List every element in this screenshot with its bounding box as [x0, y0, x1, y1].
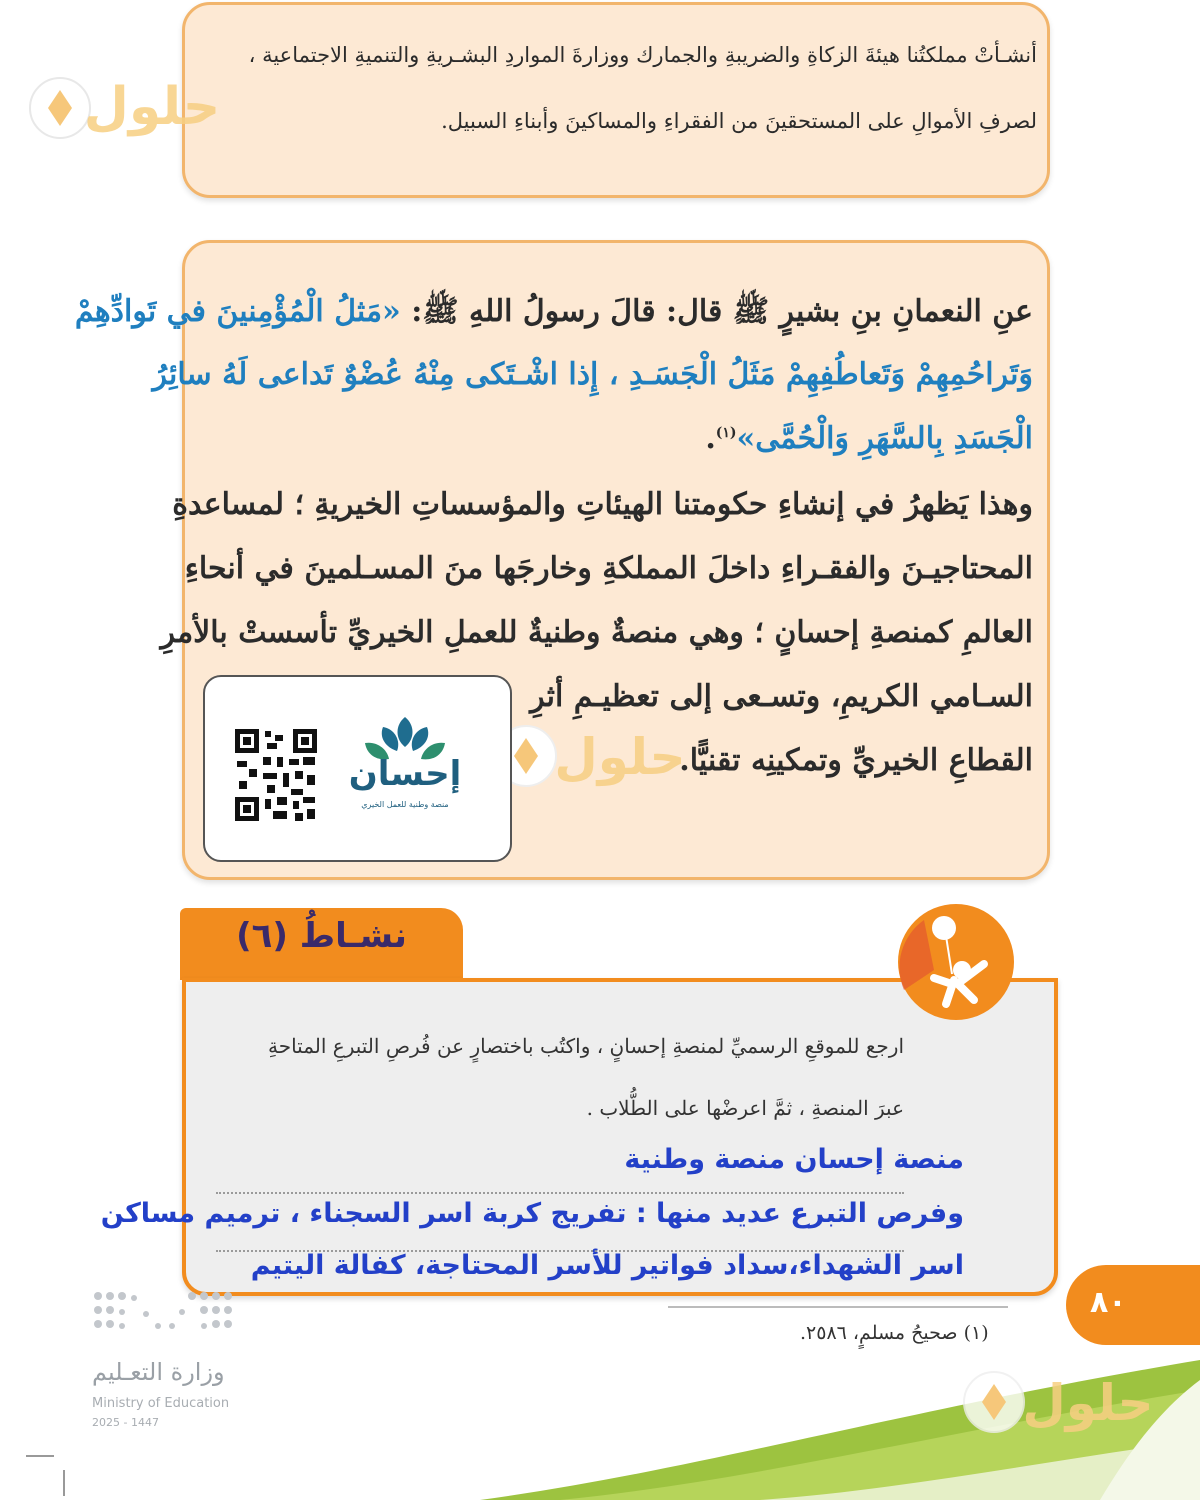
watermark-text: حلول — [554, 728, 686, 786]
hadith-line-1: عنِ النعمانِ بنِ بشيرٍ ﷺ قال: قالَ رسولُ اللهِ ﷺ: «مَثلُ الْمُؤْمِنينَ في تَوادِّهِمْ — [74, 294, 1033, 329]
page-number: ٨٠ — [1090, 1285, 1127, 1320]
qr-code-icon[interactable] — [205, 677, 510, 860]
activity-question-line-2: عبرَ المنصةِ ، ثمَّ اعرضْها على الطُّلاب . — [586, 1096, 904, 1120]
zakat-text-line-2: لصرفِ الأموالِ على المستحقينَ من الفقراءِ والمساكينَ وأبناءِ السبيل. — [441, 109, 1037, 133]
activity-question-line-1: ارجع للموقعِ الرسميِّ لمنصةِ إحسانٍ ، واكتُب باختصارٍ عن فُرصِ التبرعِ المتاحةِ — [267, 1034, 904, 1058]
ehsan-card — [203, 675, 512, 862]
answer-line-2: وفرص التبرع عديد منها : تفريج كربة اسر السجناء ، ترميم مساكن — [100, 1198, 964, 1229]
watermark-text: حلول — [1022, 1374, 1154, 1432]
ministry-name-ar: وزارة التعـليم — [92, 1358, 225, 1386]
ministry-name-en: Ministry of Education — [92, 1396, 230, 1411]
zakat-text-line-1: أنشـأتْ مملكتُنا هيئةَ الزكاةِ والضريبةِ والجمارك ووزارةَ المواردِ البشـريةِ والتنميةِ الاجتماعية ، — [248, 43, 1037, 67]
activity-title: نشـاطُ (٦) — [236, 916, 407, 956]
ehsan-logo-name: إحسان — [348, 754, 462, 794]
answer-line-1: منصة إحسان منصة وطنية — [624, 1144, 964, 1175]
ministry-dots-icon — [92, 1290, 234, 1340]
info-box-zakat — [182, 2, 1050, 198]
answer-line — [216, 1192, 904, 1194]
paragraph-line-4: السـامي الكريمِ، وتسـعى إلى تعظيـمِ أثرِ — [530, 679, 1033, 714]
watermark-text: حلول — [83, 77, 221, 137]
page-number-badge — [1066, 1265, 1200, 1345]
paragraph-line-3: العالمِ كمنصةِ إحسانٍ ؛ وهي منصةٌ وطنيةٌ للعملِ الخيريِّ تأسستْ بالأمرِ — [160, 615, 1033, 650]
watermark-logo — [492, 716, 702, 796]
hadith-line-3: الْجَسَدِ بِالسَّهَرِ وَالْحُمَّى»$^{(١)}$. — [705, 421, 1033, 456]
ehsan-logo-sub: منصة وطنية للعمل الخيري — [361, 800, 449, 809]
answer-line-3: اسر الشهداء،سداد فواتير للأسر المحتاجة، كفالة اليتيم — [250, 1250, 964, 1281]
paragraph-line-1: وهذا يَظهرُ في إنشاءِ حكومتنا الهيئاتِ والمؤسساتِ الخيريةِ ؛ لمساعدةِ — [172, 487, 1033, 522]
activity-icon — [894, 900, 1018, 1024]
watermark-logo — [960, 1360, 1170, 1440]
paragraph-line-5: القطاعِ الخيريِّ وتمكينِه تقنيًّا. — [679, 743, 1033, 778]
paragraph-line-2: المحتاجيـنَ والفقـراءِ داخلَ المملكةِ وخارجَها منَ المسـلمينَ في أنحاءِ — [184, 551, 1033, 586]
activity-box — [182, 978, 1058, 1296]
ministry-years: 2025 - 1447 — [92, 1416, 159, 1429]
footnote-rule — [668, 1306, 1008, 1308]
hadith-line-2: وَتَراحُمِهِمْ وَتَعاطُفِهِمْ مَثَلُ الْجَسَـدِ ، إِذا اشْـتَكى مِنْهُ عُضْوٌ تَداعى لَهُ سائِرُ — [152, 357, 1033, 392]
watermark-logo — [22, 62, 232, 142]
footnote: (١) صحيحُ مسلمٍ، ٢٥٨٦. — [800, 1322, 989, 1344]
